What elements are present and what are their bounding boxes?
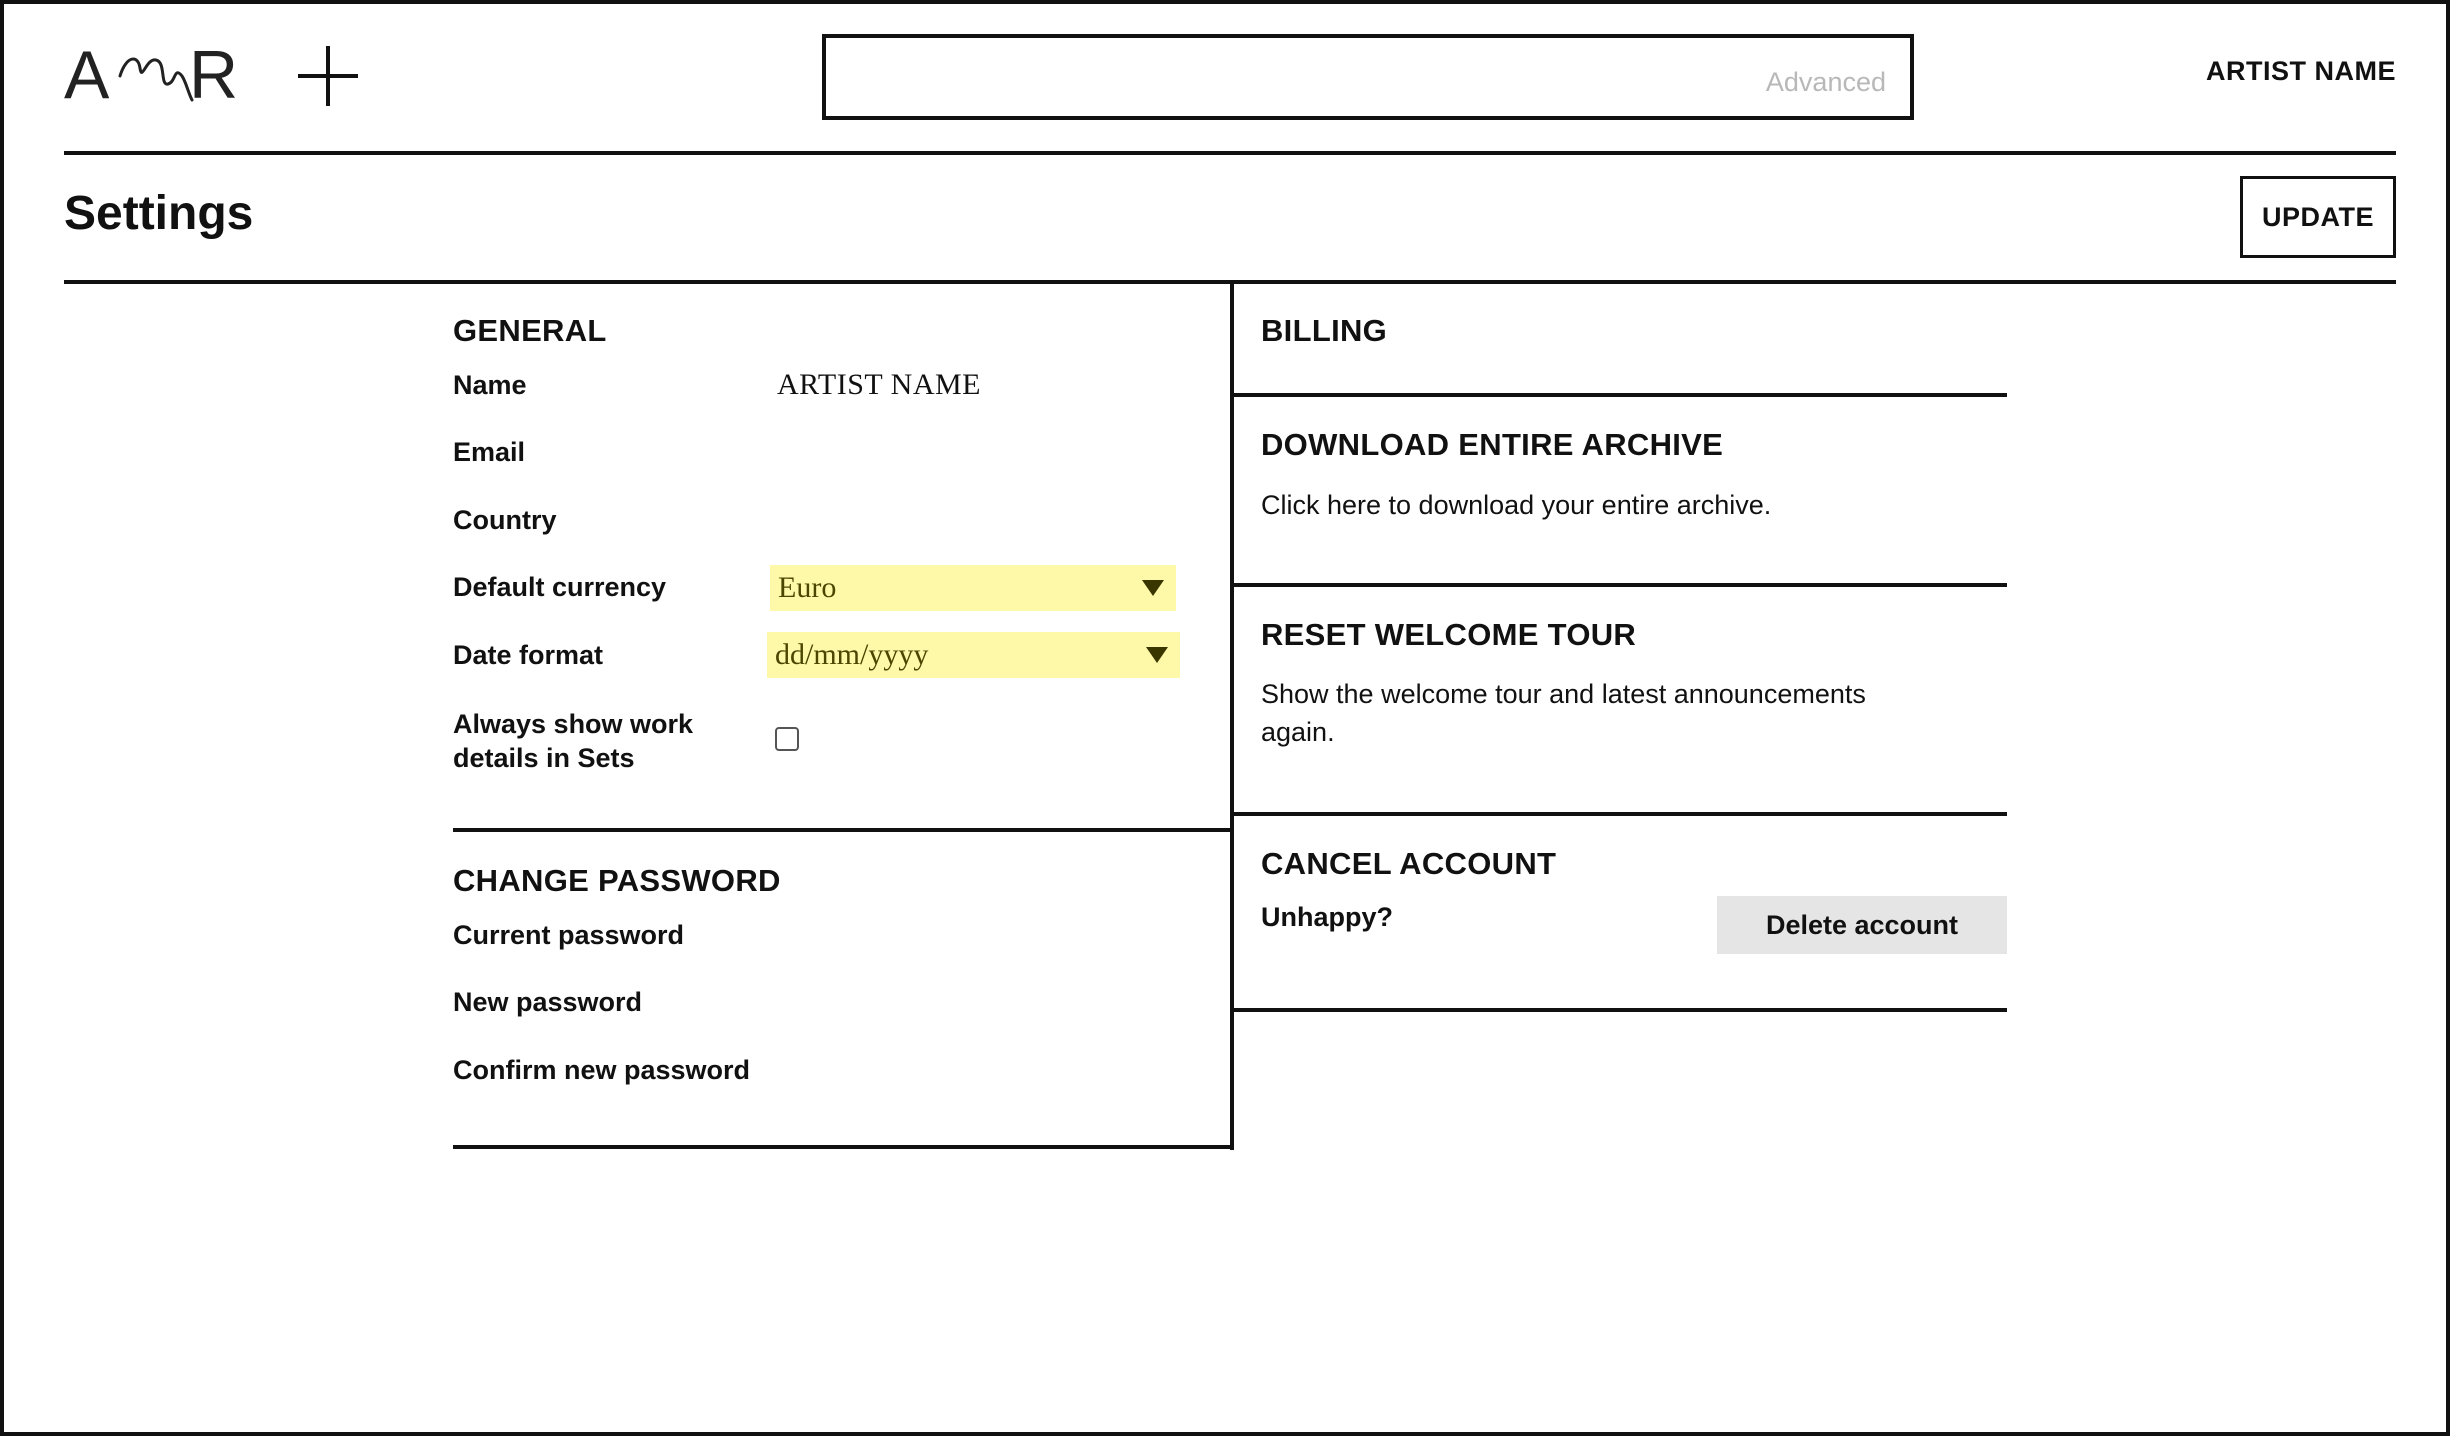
- unhappy-label: Unhappy?: [1261, 902, 1393, 932]
- update-button[interactable]: UPDATE: [2240, 176, 2396, 258]
- dropdown-arrow-icon: [1146, 647, 1168, 663]
- confirm-password-field[interactable]: [777, 1050, 1221, 1092]
- reset-tour-heading: RESET WELCOME TOUR: [1261, 617, 1637, 652]
- general-divider: [453, 828, 1232, 832]
- download-divider: [1232, 583, 2007, 587]
- column-divider: [1230, 282, 1234, 1150]
- password-divider: [453, 1145, 1234, 1149]
- confirm-password-label: Confirm new password: [453, 1055, 751, 1085]
- change-password-heading: CHANGE PASSWORD: [453, 863, 781, 898]
- general-heading: GENERAL: [453, 313, 607, 348]
- download-heading: DOWNLOAD ENTIRE ARCHIVE: [1261, 427, 1724, 462]
- always-show-label-line2: details in Sets: [453, 743, 635, 773]
- delete-account-button[interactable]: Delete account: [1717, 896, 2007, 954]
- search-input[interactable]: [826, 38, 1766, 116]
- current-password-field[interactable]: [777, 915, 1221, 957]
- user-menu[interactable]: ARTIST NAME: [2206, 56, 2396, 86]
- dropdown-arrow-icon: [1142, 580, 1164, 596]
- date-format-select[interactable]: [767, 632, 1180, 678]
- billing-heading: BILLING: [1261, 313, 1388, 348]
- always-show-label: [453, 707, 693, 775]
- search-box: [822, 34, 1914, 120]
- always-show-checkbox[interactable]: [775, 727, 799, 751]
- reset-tour-text-line1: Show the welcome tour and latest announcements: [1261, 679, 1866, 709]
- name-label: Name: [453, 370, 527, 400]
- reset-tour-text-line2: again.: [1261, 717, 1335, 747]
- squiggle-logo-icon: [116, 46, 194, 106]
- logo-letter-a: A: [64, 37, 110, 113]
- new-password-field[interactable]: [777, 982, 1221, 1024]
- current-password-label: Current password: [453, 920, 685, 950]
- email-label: Email: [453, 437, 526, 467]
- advanced-search-link[interactable]: Advanced: [1765, 66, 1886, 97]
- add-button[interactable]: [296, 44, 360, 108]
- cancel-account-divider: [1232, 1008, 2007, 1012]
- reset-tour-divider: [1232, 812, 2007, 816]
- always-show-label-line1: Always show work: [453, 709, 694, 739]
- plus-icon: [296, 44, 360, 108]
- email-field[interactable]: [777, 432, 1221, 474]
- new-password-label: New password: [453, 987, 643, 1017]
- country-label: Country: [453, 505, 557, 535]
- billing-divider: [1232, 393, 2007, 397]
- header-divider: [64, 151, 2396, 155]
- name-value[interactable]: ARTIST NAME: [777, 368, 981, 401]
- reset-tour-link[interactable]: [1261, 675, 1866, 751]
- date-format-label: Date format: [453, 640, 604, 670]
- country-field[interactable]: [777, 500, 1221, 542]
- cancel-account-heading: CANCEL ACCOUNT: [1261, 846, 1557, 881]
- app-logo[interactable]: [64, 37, 244, 113]
- logo-letter-r: R: [189, 37, 239, 113]
- currency-select-value: Euro: [778, 571, 837, 604]
- currency-select[interactable]: [770, 565, 1176, 611]
- currency-label: Default currency: [453, 572, 667, 602]
- download-archive-link[interactable]: Click here to download your entire archive.: [1261, 490, 1772, 520]
- page-title: Settings: [64, 187, 254, 240]
- date-format-select-value: dd/mm/yyyy: [775, 638, 929, 671]
